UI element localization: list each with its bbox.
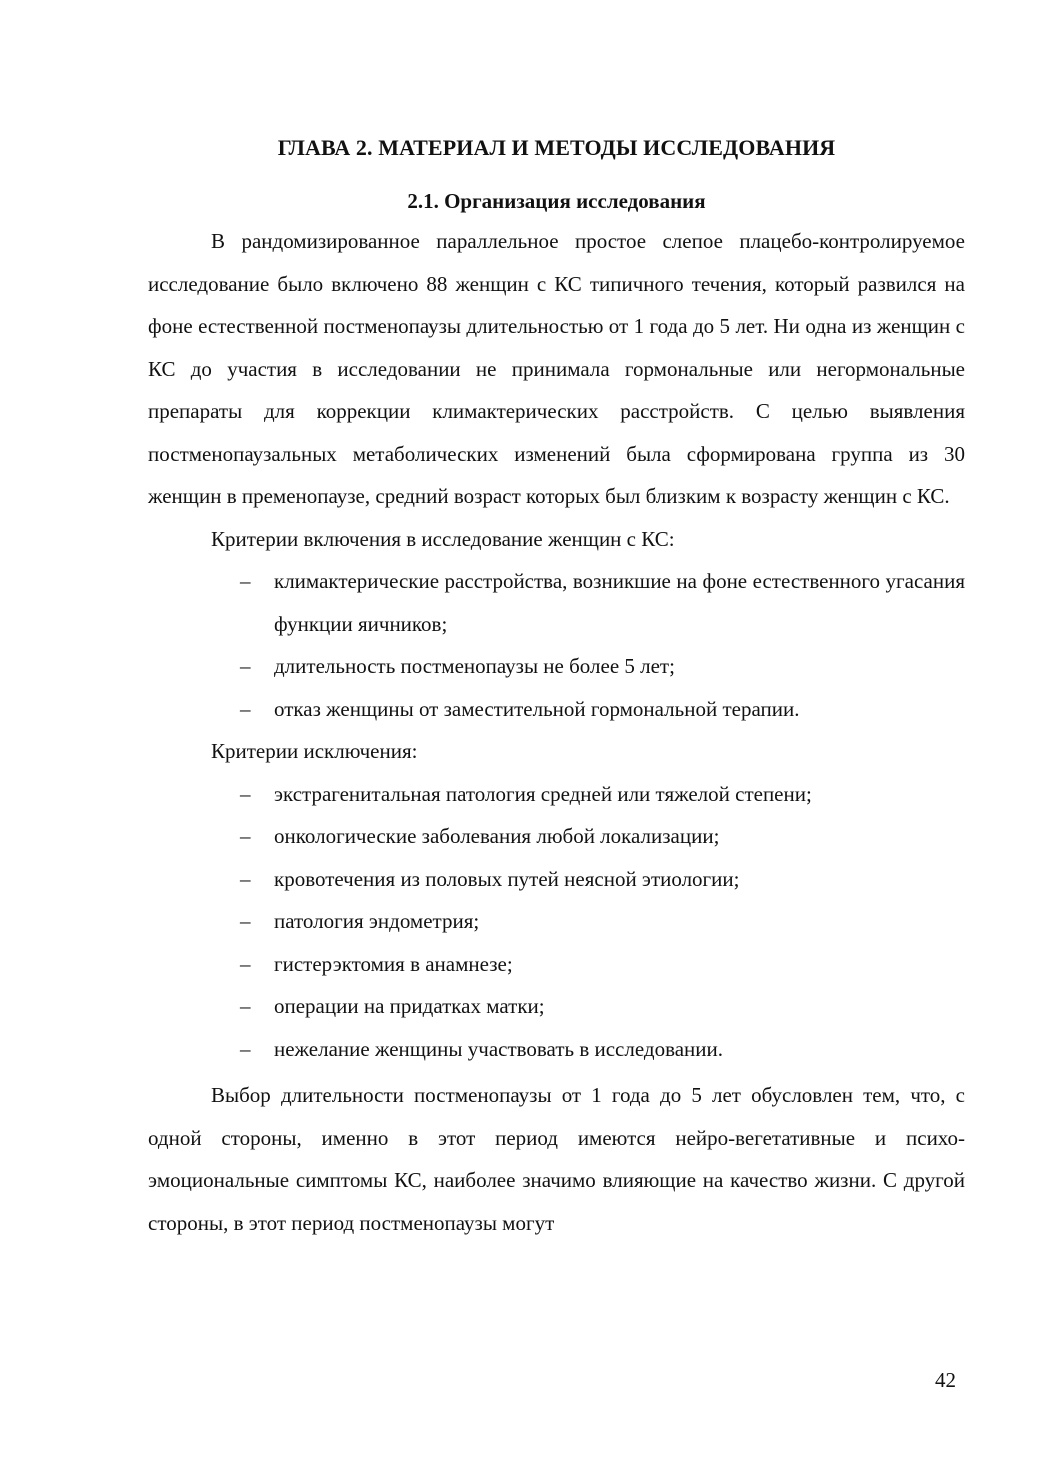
list-item: – кровотечения из половых путей неясной этиологии; <box>274 858 965 901</box>
list-item: – операции на придатках матки; <box>274 985 965 1028</box>
section-title: 2.1. Организация исследования <box>407 189 706 213</box>
list-item: – отказ женщины от заместительной гормональной терапии. <box>274 688 965 731</box>
document-page <box>148 133 965 1244</box>
list-item: – онкологические заболевания любой локализации; <box>274 815 965 858</box>
list-item: – гистерэктомия в анамнезе; <box>274 943 965 986</box>
list-item: – патология эндометрия; <box>274 900 965 943</box>
exclusion-criteria-label: Критерии исключения: <box>211 739 418 763</box>
list-item: – нежелание женщины участвовать в исследовании. <box>274 1028 965 1071</box>
list-item: – длительность постменопаузы не более 5 лет; <box>274 645 965 688</box>
exclusion-criteria-list <box>148 773 965 1071</box>
intro-paragraph: В рандомизированное параллельное простое слепое плацебо-контролируемое исследование было включено 88 женщин с КС типичного течения, который развился на фоне естественной постменопаузы длительностью от 1 года до 5 лет. Ни одна из женщин с КС до участия в исследовании не принимала гормональные или негормональные препараты для коррекции климактерических расстройств. С целью выявления постменопаузальных метаболических изменений была сформирована группа из 30 женщин в пременопаузе, средний возраст которых был близким к возрасту женщин с КС. <box>148 229 965 508</box>
closing-paragraph: Выбор длительности постменопаузы от 1 года до 5 лет обусловлен тем, что, с одной стороны, именно в этот период имеются нейро-вегетативные и психо-эмоциональные симптомы КС, наиболее значимо влияющие на качество жизни. С другой стороны, в этот период постменопаузы могут <box>148 1083 965 1235</box>
list-item: – климактерические расстройства, возникшие на фоне естественного угасания функции яичников; <box>274 560 965 645</box>
chapter-title: ГЛАВА 2. МАТЕРИАЛ И МЕТОДЫ ИССЛЕДОВАНИЯ <box>277 135 836 160</box>
list-item: – экстрагенитальная патология средней или тяжелой степени; <box>274 773 965 816</box>
page-number: 42 <box>935 1368 956 1392</box>
inclusion-criteria-label: Критерии включения в исследование женщин с КС: <box>211 526 675 551</box>
inclusion-criteria-list <box>148 560 965 730</box>
